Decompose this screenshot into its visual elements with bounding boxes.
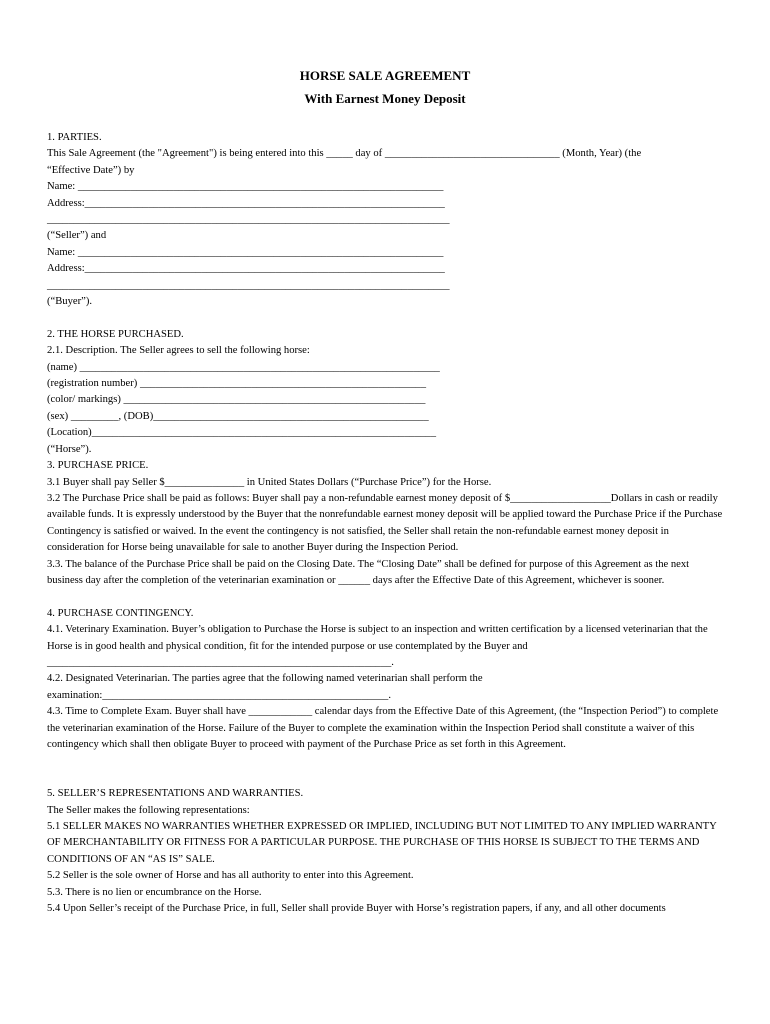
clause-3-2: 3.2 The Purchase Price shall be paid as follows: Buyer shall pay a non-refundable earnest money deposit of $___________________Dollars in cash or readily available funds. It is expressly understood by the Buyer that the nonrefundable earnest money deposit will be applied toward the Purchase Price if the Purchase Contingency is satisfied or waived. In the event the contingency is not satisfied, the Seller shall retain the non-refundable earnest money deposit in consideration for Horse being unavailable for sale to another Buyer during the Inspection Period.: [47, 492, 723, 554]
document-body: [47, 130, 727, 917]
clause-3-3: 3.3. The balance of the Purchase Price shall be paid on the Closing Date. The “Closing Date” shall be defined for purpose of this Agreement as the next business day after the completion of the veterinarian examination or ______ days after the Effective Date of this Agreement, whichever is sooner.: [47, 558, 690, 586]
seller-address-field: Address:____________________________________________________________________: [47, 197, 445, 209]
section-heading-horse: 2. THE HORSE PURCHASED.: [47, 328, 184, 340]
document-subtitle: With Earnest Money Deposit: [304, 91, 466, 106]
parties-line-1: This Sale Agreement (the "Agreement") is being entered into this _____ day of _________________________________ (Month, Year) (the: [47, 148, 642, 160]
warranties-intro: The Seller makes the following representations:: [47, 804, 250, 816]
horse-label: (“Horse”).: [47, 443, 92, 455]
clause-5-3: 5.3. There is no lien or encumbrance on the Horse.: [47, 886, 262, 898]
horse-name-field: (name) ____________________________________________________________________: [47, 361, 440, 373]
clause-4-2-blank: examination:______________________________________________________.: [47, 689, 391, 701]
seller-address-line-2: ____________________________________________________________________________: [47, 214, 450, 226]
section-heading-parties: 1. PARTIES.: [47, 132, 102, 143]
clause-5-1: 5.1 SELLER MAKES NO WARRANTIES WHETHER EXPRESSED OR IMPLIED, INCLUDING BUT NOT LIMITED TO ANY IMPLIED WARRANTY OF MERCHANTABILITY OR FITNESS FOR A PARTICULAR PURPOSE. THE PURCHASE OF THIS HORSE IS SUBJECT TO THE TERMS AND CONDITIONS OF AN “AS IS” SALE.: [47, 821, 717, 865]
parties-line-2: “Effective Date”) by: [47, 164, 135, 176]
clause-4-3: 4.3. Time to Complete Exam. Buyer shall have ____________ calendar days from the Effective Date of this Agreement, (the “Inspection Period”) to complete the veterinarian examination of the Horse. Failure of the Buyer to complete the examination within the Inspection Period shall constitute a waiver of this contingency which shall then obligate Buyer to proceed with payment of the Purchase Price as set forth in this Agreement.: [47, 706, 719, 750]
seller-label: (“Seller”) and: [47, 230, 107, 242]
clause-5-2: 5.2 Seller is the sole owner of Horse and has all authority to enter into this Agreement.: [47, 870, 414, 882]
description-line: 2.1. Description. The Seller agrees to sell the following horse:: [47, 345, 310, 357]
clause-3-1: 3.1 Buyer shall pay Seller $_______________ in United States Dollars (“Purchase Price”) for the Horse.: [47, 476, 492, 488]
registration-number-field: (registration number) ______________________________________________________: [47, 378, 426, 390]
clause-4-1: 4.1. Veterinary Examination. Buyer’s obligation to Purchase the Horse is subject to an inspection and written certification by a licensed veterinarian that the Horse is in good health and physical condition, fit for the intended purpose or use contemplated by the Buyer and: [47, 624, 708, 652]
buyer-name-field: Name: _____________________________________________________________________: [47, 246, 444, 258]
clause-4-1-blank: _________________________________________________________________.: [47, 656, 394, 668]
buyer-address-field: Address:____________________________________________________________________: [47, 263, 445, 275]
buyer-label: (“Buyer”).: [47, 296, 92, 308]
clause-4-2: 4.2. Designated Veterinarian. The parties agree that the following named veterinarian shall perform the: [47, 673, 483, 685]
color-markings-field: (color/ markings) _________________________________________________________: [47, 394, 426, 406]
seller-name-field: Name: _____________________________________________________________________: [47, 181, 444, 193]
section-heading-warranties: 5. SELLER’S REPRESENTATIONS AND WARRANTIES.: [47, 788, 304, 800]
section-heading-contingency: 4. PURCHASE CONTINGENCY.: [47, 607, 194, 619]
buyer-address-line-2: ____________________________________________________________________________: [47, 279, 450, 291]
section-heading-price: 3. PURCHASE PRICE.: [47, 460, 149, 472]
location-field: (Location)_________________________________________________________________: [47, 427, 437, 439]
document-title: HORSE SALE AGREEMENT: [299, 68, 471, 83]
clause-5-4: 5.4 Upon Seller’s receipt of the Purchase Price, in full, Seller shall provide Buyer with Horse’s registration papers, if any, and all other documents: [47, 903, 666, 915]
sex-dob-field: (sex) _________, (DOB)____________________________________________________: [47, 410, 429, 422]
